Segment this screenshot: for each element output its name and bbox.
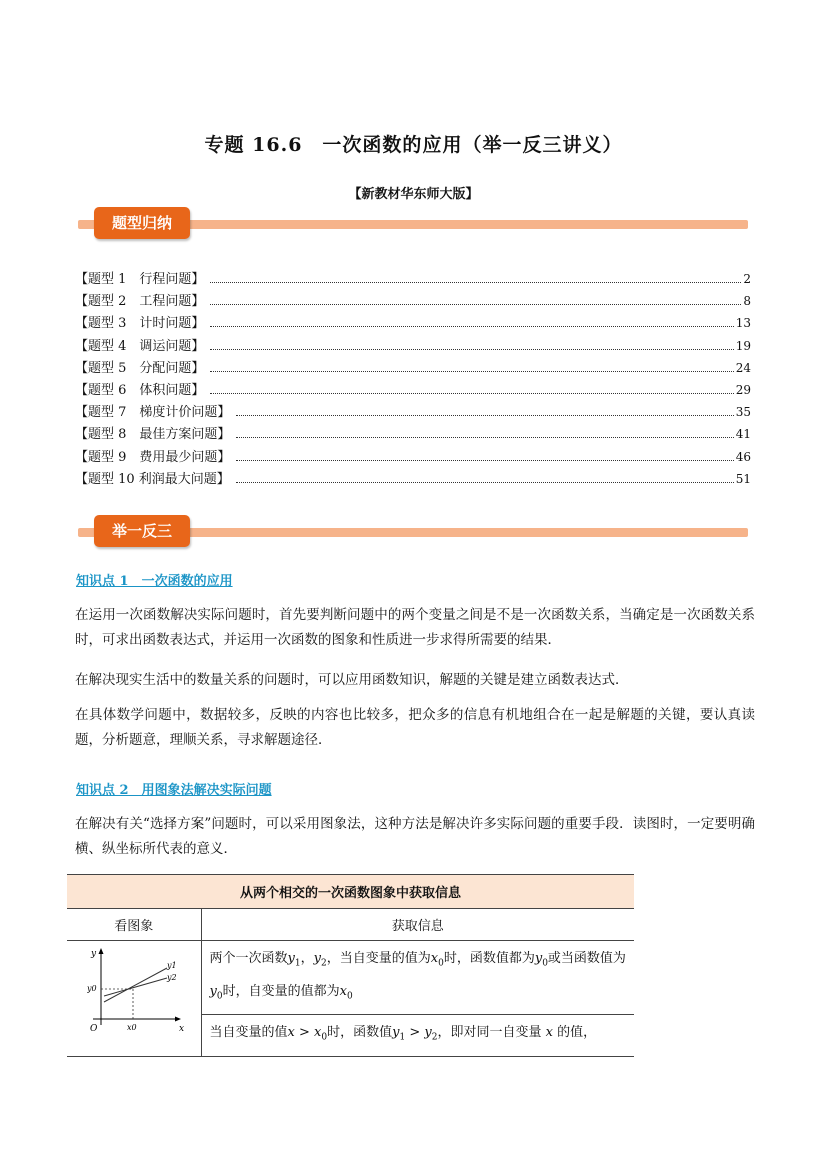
toc-row[interactable] [75,357,751,379]
math-sub: 0 [438,958,444,969]
toc-page: 35 [735,405,751,420]
text-run: 两个一次函数 [209,951,288,966]
y-axis-label: y [91,949,97,959]
toc-label: 【题型 6 体积问题】 [75,382,205,398]
paragraph: 在运用一次函数解决实际问题时，首先要判断问题中的两个变量之间是不是一次函数关系，当确定是一次函数关系时，可求出函数表达式，并运用一次函数的图象和性质进一步求得所需要的结果． [75,607,755,648]
math-op: > [405,1025,425,1041]
line-y1-label: y1 [167,961,177,970]
math-sub: 1 [294,958,301,969]
toc-row[interactable] [75,268,751,290]
toc-page: 24 [735,360,751,375]
math-var: y [209,983,217,999]
text-run: ，即对同一自变量 [437,1025,546,1041]
math-sub: 1 [399,1032,406,1043]
info-row-1 [201,941,634,1015]
toc-leader [236,415,733,416]
math-var: y [287,951,295,966]
toc-row[interactable] [75,290,751,312]
toc-page: 51 [735,471,751,486]
table-header-graph: 看图象 [67,909,201,941]
text-run: ，当自变量的值为 [326,951,431,966]
y-axis-arrow-icon [99,948,104,954]
toc-page: 2 [743,272,751,286]
math-var: x [339,983,347,999]
toc-leader [210,282,741,283]
paragraph: 在解决现实生活中的数量关系的问题时，可以应用函数知识，解题的关键是建立函数表达式． [75,672,629,688]
table-of-contents [75,268,751,490]
x0-label: x0 [127,1023,137,1032]
toc-page: 46 [735,449,751,464]
toc-leader [236,482,734,483]
table-title: 从两个相交的一次函数图象中获取信息 [67,875,634,909]
banner-badge: 题型归纳 [94,207,190,239]
toc-page: 41 [735,427,751,442]
toc-leader [210,371,733,372]
toc-page: 13 [735,316,751,331]
banner-badge: 举一反三 [94,515,190,547]
edition-subtitle: 【新教材华东师大版】 [348,187,479,202]
text-run: ， [300,951,314,966]
line-y2 [104,978,167,996]
line-y1 [104,968,167,1002]
toc-label: 【题型 2 工程问题】 [75,294,205,310]
toc-leader [210,326,733,327]
toc-label: 【题型 5 分配问题】 [75,360,205,376]
math-var: y [313,951,321,966]
text-run: 的值， [552,1025,597,1041]
toc-leader [210,349,733,350]
page-title: 专题 16.6 一次函数的应用（举一反三讲义） [204,134,623,156]
section-banner-types [78,207,748,239]
graph-cell [67,941,201,1057]
info-table [67,874,634,1057]
intersecting-lines-graph [87,947,187,1035]
toc-leader [236,460,733,461]
toc-row[interactable] [75,446,751,468]
text-run: 时，自变量的值都为 [222,983,340,999]
knowledge-point-1-heading: 知识点 1 一次函数的应用 [76,574,233,589]
toc-page: 19 [735,338,751,353]
text-run: 当自变量的值 [209,1025,288,1041]
toc-label: 【题型 1 行程问题】 [75,272,205,287]
math-var: x [314,1025,322,1041]
math-sub: 0 [346,991,353,1002]
table-header-info: 获取信息 [201,909,634,941]
math-var: y [424,1025,432,1041]
math-sub: 2 [431,1032,438,1043]
toc-leader [210,304,741,305]
math-var: x [430,951,439,966]
toc-row[interactable] [75,335,751,357]
math-var: y [534,951,543,966]
math-sub: 0 [321,1032,328,1043]
toc-label: 【题型 8 最佳方案问题】 [75,427,231,443]
toc-row[interactable] [75,379,751,401]
toc-row[interactable] [75,312,751,334]
y0-label: y0 [87,984,97,993]
math-sub: 2 [320,958,327,969]
origin-label: O [90,1024,98,1034]
paragraph: 在解决有关“选择方案”问题时，可以采用图象法，这种方法是解决许多实际问题的重要手段．读图时，一定要明确横、纵坐标所代表的意义． [75,816,755,857]
math-var: x [287,1025,295,1041]
x-axis-label: x [179,1024,185,1034]
math-sub: 0 [216,991,223,1002]
toc-label: 【题型 4 调运问题】 [75,338,205,354]
toc-row[interactable] [75,468,751,490]
text-run: 时，函数值都为 [443,951,535,966]
toc-label: 【题型 10 利润最大问题】 [75,471,230,487]
toc-page: 29 [735,382,751,397]
math-var: y [392,1025,400,1041]
section-banner-examples [78,515,748,547]
math-op: > [294,1025,315,1041]
text-run: 或当函数值为 [547,951,626,966]
x-axis-arrow-icon [175,1017,181,1022]
toc-label: 【题型 3 计时问题】 [75,316,205,332]
toc-row[interactable] [75,401,751,423]
info-row-2 [201,1015,634,1057]
toc-label: 【题型 7 梯度计价问题】 [75,405,231,421]
text-run: 时，函数值 [327,1025,393,1041]
line-y2-label: y2 [167,973,177,982]
toc-row[interactable] [75,423,751,445]
math-var: x [545,1025,553,1041]
math-sub: 0 [542,958,548,969]
toc-leader [236,437,733,438]
knowledge-point-2-heading: 知识点 2 用图象法解决实际问题 [76,783,272,798]
paragraph: 在具体数学问题中，数据较多，反映的内容也比较多，把众多的信息有机地组合在一起是解题的关键，要认真读题，分析题意，理顺关系，寻求解题途径． [75,707,755,748]
toc-page: 8 [743,294,751,309]
toc-leader [210,393,733,394]
toc-label: 【题型 9 费用最少问题】 [75,449,231,465]
